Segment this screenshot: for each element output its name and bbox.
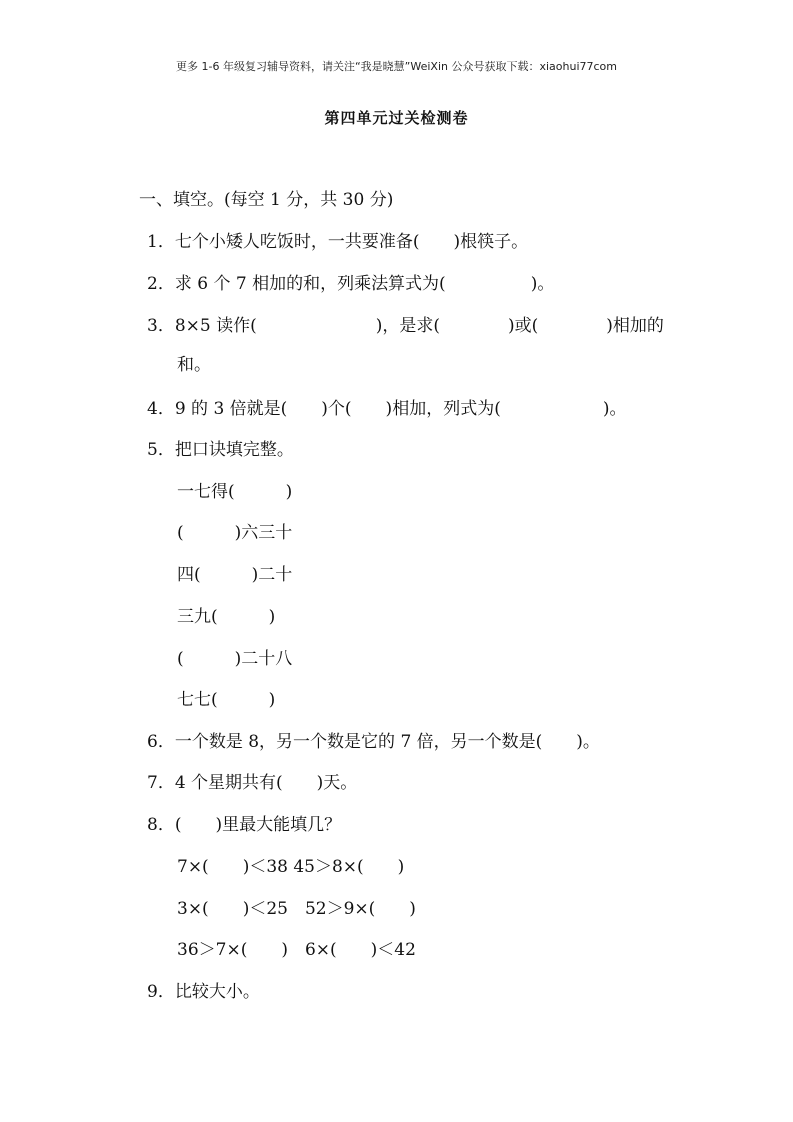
question-9: 9．比较大小。 — [147, 982, 260, 1002]
question-2: 2．求 6 个 7 相加的和，列乘法算式为( )。 — [147, 274, 555, 294]
question-1: 1．七个小矮人吃饭时，一共要准备( )根筷子。 — [147, 232, 529, 252]
question-6: 6．一个数是 8，另一个数是它的 7 倍，另一个数是( )。 — [147, 732, 600, 752]
question-5-item: 三九( ) — [177, 607, 276, 627]
question-8-item: 36＞7×( ) 6×( )＜42 — [177, 940, 416, 960]
page-title: 第四单元过关检测卷 — [324, 109, 469, 127]
question-5-item: 四( )二十 — [177, 565, 293, 585]
section-heading: 一、填空。(每空 1 分，共 30 分) — [139, 190, 394, 210]
question-4: 4．9 的 3 倍就是( )个( )相加，列式为( )。 — [147, 399, 627, 419]
question-8: 8．( )里最大能填几？ — [147, 815, 342, 835]
page-header: 更多 1-6 年级复习辅导资料，请关注“我是晓慧”WeiXin 公众号获取下载：xiaohui77com — [176, 60, 617, 73]
question-5: 5．把口诀填完整。 — [147, 440, 294, 460]
question-3-continued: 和。 — [177, 355, 211, 375]
question-3: 3．8×5 读作( )，是求( )或( )相加的 — [147, 316, 664, 336]
question-5-item: 七七( ) — [177, 690, 276, 710]
question-5-item: 一七得( ) — [177, 482, 293, 502]
question-5-item: ( )六三十 — [177, 523, 293, 543]
question-5-item: ( )二十八 — [177, 649, 293, 669]
question-8-item: 7×( )＜38 45＞8×( ) — [177, 857, 405, 877]
question-7: 7．4 个星期共有( )天。 — [147, 773, 358, 793]
question-8-item: 3×( )＜25 52＞9×( ) — [177, 899, 416, 919]
